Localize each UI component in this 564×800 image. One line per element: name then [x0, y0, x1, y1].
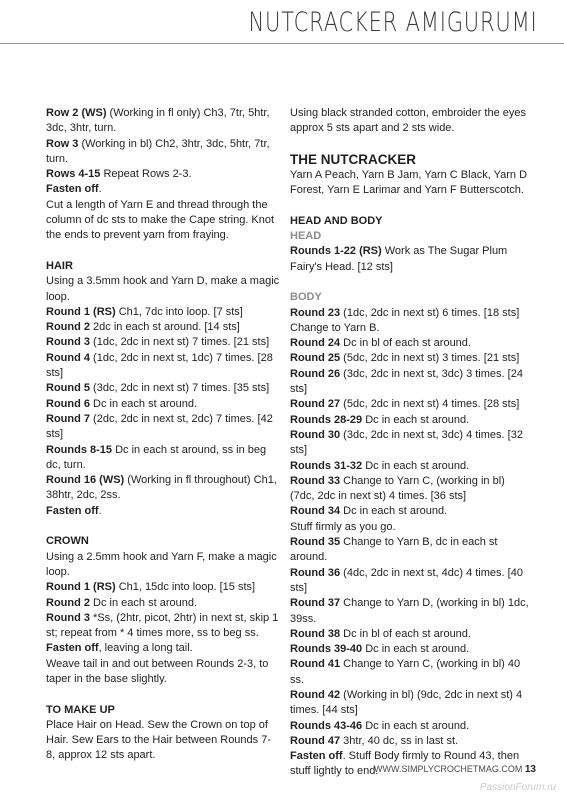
- instruction-text: .: [98, 504, 102, 517]
- instruction-label: Rounds 8-15: [46, 443, 113, 456]
- instruction-label: Round 16 (WS): [46, 474, 125, 487]
- instruction-text: Change to Yarn C, (working in bl) 40 ss.: [290, 658, 521, 686]
- instruction-label: Round 23: [290, 306, 341, 319]
- instruction-line: [46, 580, 280, 595]
- instruction-label: Round 34: [290, 505, 341, 518]
- page-header-title: NUTCRACKER AMIGURUMI: [248, 7, 538, 38]
- instruction-text: Dc in bl of each st around.: [340, 627, 471, 640]
- instruction-text: (Working in bl) (9dc, 2dc in next st) 4 times. [44 sts]: [290, 688, 523, 717]
- instruction-text: (3dc, 2dc in next st) 7 times. [35 sts]: [90, 382, 270, 395]
- instruction-line: [290, 734, 530, 749]
- instruction-text: (5dc, 2dc in next st) 4 times. [28 sts]: [340, 398, 520, 411]
- instruction-line: [290, 397, 530, 412]
- instruction-line: [46, 381, 280, 396]
- instruction-line: [290, 459, 530, 474]
- instruction-text: Dc in each st around.: [90, 596, 198, 609]
- instruction-text: Weave tail in and out between Rounds 2-3, to taper in the base slightly.: [46, 657, 269, 685]
- instruction-text: Using a 3.5mm hook and Yarn D, make a magic loop.: [46, 275, 280, 303]
- instruction-line: [46, 305, 280, 320]
- instruction-line: [290, 351, 530, 366]
- instruction-label: Round 6: [46, 397, 90, 410]
- instruction-label: Round 25: [290, 352, 341, 365]
- instruction-line: [290, 474, 530, 505]
- instruction-text: Dc in each st around.: [362, 719, 470, 732]
- instruction-line: [46, 473, 280, 504]
- instruction-line: [46, 596, 280, 611]
- instruction-text: (1dc, 2dc in next st) 7 times. [21 sts]: [90, 336, 270, 349]
- instruction-line: [290, 336, 530, 351]
- instruction-line: [290, 244, 530, 275]
- instruction-text: Change to Yarn D, (working in bl) 1dc, 39ss.: [290, 597, 529, 625]
- header-rule: [0, 43, 564, 44]
- footer-url: WWW.SIMPLYCROCHETMAG.COM: [374, 764, 523, 774]
- section-heading: TO MAKE UP: [46, 703, 115, 716]
- instruction-text: Change to Yarn B, dc in each st around.: [290, 536, 498, 564]
- instruction-line: [46, 412, 280, 443]
- instruction-line: [290, 688, 530, 719]
- instruction-line: [46, 320, 280, 335]
- instruction-text: Using a 2.5mm hook and Yarn F, make a magic loop.: [46, 550, 277, 578]
- instruction-label: Round 30: [290, 428, 341, 441]
- spacer: [290, 137, 530, 152]
- instruction-text: Change to Yarn C, (working in bl) (7dc, 2dc in next st) 4 times. [36 sts]: [290, 474, 505, 503]
- instruction-text: (1dc, 2dc in next st) 6 times. [18 sts] Change to Yarn B.: [290, 306, 520, 334]
- instruction-line: [46, 137, 280, 168]
- instruction-label: Round 7: [46, 412, 90, 425]
- instruction-line: [290, 504, 530, 519]
- instruction-text: (Working in fl throughout) Ch1, 38htr, 2dc, 2ss.: [46, 474, 277, 502]
- section-heading: HAIR: [46, 259, 73, 272]
- subsection-heading: BODY: [290, 291, 322, 304]
- instruction-text: 2dc in each st around. [14 sts]: [90, 321, 240, 334]
- instruction-label: Round 37: [290, 597, 341, 610]
- pattern-title: THE NUTCRACKER: [290, 151, 416, 167]
- watermark: PassionForum.ru: [479, 782, 556, 793]
- instruction-text: (Working in fl only) Ch3, 7tr, 5htr, 3dc, 3htr, turn.: [46, 107, 270, 135]
- instruction-label: Fasten off: [46, 504, 99, 517]
- section-heading: HEAD AND BODY: [290, 214, 383, 227]
- instruction-label: Round 2: [46, 596, 90, 609]
- instruction-line: [290, 596, 530, 627]
- instruction-line: [46, 106, 280, 137]
- instruction-line: [46, 397, 280, 412]
- instruction-text: , leaving a long tail.: [98, 642, 193, 655]
- instruction-text: . Stuff Body firmly to Round 43, then stuff lightly to end.: [290, 750, 520, 778]
- instruction-label: Round 35: [290, 536, 341, 549]
- spacer: [46, 687, 280, 702]
- instruction-label: Rounds 28-29: [290, 413, 363, 426]
- instruction-text: Stuff firmly as you go.: [290, 520, 396, 533]
- instruction-label: Round 1 (RS): [46, 581, 116, 594]
- instruction-label: Round 47: [290, 734, 341, 747]
- instruction-text: (4dc, 2dc in next st, 4dc) 4 times. [40 sts]: [290, 566, 523, 594]
- instruction-text: Yarn A Peach, Yarn B Jam, Yarn C Black, Yarn D Forest, Yarn E Larimar and Yarn F Butterscotch.: [290, 168, 528, 197]
- page-footer: [374, 764, 536, 775]
- instruction-line: [46, 504, 280, 519]
- instruction-line: [46, 335, 280, 350]
- instruction-text: *Ss, (2htr, picot, 2htr) in next st, skip 1 st; repeat from * 4 times more, ss to beg ss.: [46, 611, 279, 640]
- instruction-label: Fasten off: [46, 642, 99, 655]
- instruction-line: [46, 167, 280, 182]
- instruction-line: [290, 367, 530, 398]
- spacer: [290, 275, 530, 290]
- instruction-line: [46, 550, 280, 581]
- instruction-label: Round 33: [290, 474, 341, 487]
- instruction-line: [290, 306, 530, 337]
- instruction-line: [46, 718, 280, 764]
- instruction-line: [46, 351, 280, 382]
- instruction-label: Rounds 43-46: [290, 719, 363, 732]
- instruction-line: [46, 641, 280, 656]
- instruction-label: Round 3: [46, 611, 90, 624]
- instruction-label: Rows 4-15: [46, 168, 101, 181]
- instruction-text: Dc in each st around.: [362, 643, 470, 656]
- instruction-label: Round 4: [46, 351, 90, 364]
- spacer: [290, 198, 530, 213]
- instruction-line: [290, 520, 530, 535]
- instruction-text: Repeat Rows 2-3.: [100, 168, 192, 181]
- instruction-line: [290, 627, 530, 642]
- instruction-text: .: [98, 183, 102, 196]
- section-heading: CROWN: [46, 535, 89, 548]
- right-column: [290, 106, 530, 780]
- instruction-line: [290, 106, 530, 137]
- instruction-line: [290, 428, 530, 459]
- subsection-heading: HEAD: [290, 230, 322, 243]
- instruction-text: (5dc, 2dc in next st) 3 times. [21 sts]: [340, 352, 520, 365]
- instruction-label: Round 24: [290, 337, 341, 350]
- instruction-text: 3htr, 40 dc, ss in last st.: [340, 734, 459, 747]
- instruction-line: [290, 168, 530, 199]
- instruction-label: Row 2 (WS): [46, 107, 107, 119]
- instruction-label: Round 5: [46, 382, 90, 395]
- instruction-label: Round 26: [290, 367, 341, 380]
- instruction-text: Work as The Sugar Plum Fairy's Head. [12 sts]: [290, 245, 508, 273]
- instruction-label: Round 3: [46, 336, 90, 349]
- instruction-line: [46, 611, 280, 642]
- instruction-text: (2dc, 2dc in next st, 2dc) 7 times. [42 sts]: [46, 412, 273, 441]
- instruction-text: Dc in each st around, ss in beg dc, turn.: [46, 443, 267, 471]
- instruction-text: Using black stranded cotton, embroider the eyes approx 5 sts apart and 2 sts wide.: [290, 107, 527, 135]
- instruction-text: Dc in each st around.: [362, 459, 470, 472]
- instruction-line: [46, 657, 280, 688]
- instruction-line: [46, 198, 280, 244]
- spacer: [46, 519, 280, 534]
- instruction-line: [290, 657, 530, 688]
- instruction-text: Dc in bl of each st around.: [340, 337, 471, 350]
- instruction-label: Fasten off: [46, 183, 99, 196]
- instruction-line: [290, 413, 530, 428]
- instruction-line: [46, 182, 280, 197]
- instruction-text: Dc in each st around.: [340, 505, 448, 518]
- instruction-line: [290, 719, 530, 734]
- instruction-text: (Working in bl) Ch2, 3htr, 3dc, 5htr, 7tr, turn.: [46, 137, 270, 165]
- instruction-label: Round 2: [46, 321, 90, 334]
- instruction-label: Rounds 1-22 (RS): [290, 245, 382, 258]
- instruction-text: Place Hair on Head. Sew the Crown on top of Hair. Sew Ears to the Hair between Rounds 7-8, approx 12 sts apart.: [46, 718, 272, 762]
- instruction-line: [46, 274, 280, 305]
- instruction-label: Rounds 31-32: [290, 459, 363, 472]
- spacer: [46, 244, 280, 259]
- instruction-label: Fasten off: [290, 750, 343, 763]
- page-number: 13: [524, 764, 536, 775]
- instruction-text: Ch1, 15dc into loop. [15 sts]: [115, 581, 256, 594]
- instruction-label: Round 41: [290, 658, 341, 671]
- instruction-label: Row 3: [46, 137, 79, 150]
- instruction-label: Round 27: [290, 398, 341, 411]
- instruction-text: Dc in each st around.: [362, 413, 470, 426]
- instruction-text: Cut a length of Yarn E and thread through the column of dc sts to make the Cape string. Knot the ends to prevent yarn from fraying.: [46, 198, 275, 242]
- instruction-label: Round 1 (RS): [46, 305, 116, 318]
- instruction-text: (3dc, 2dc in next st, 3dc) 4 times. [32 sts]: [290, 428, 523, 457]
- instruction-label: Round 38: [290, 627, 341, 640]
- instruction-line: [46, 443, 280, 474]
- instruction-label: Rounds 39-40: [290, 643, 363, 656]
- instruction-text: Dc in each st around.: [90, 397, 198, 410]
- instruction-line: [290, 642, 530, 657]
- instruction-text: Ch1, 7dc into loop. [7 sts]: [115, 305, 243, 318]
- instruction-label: Round 42: [290, 688, 341, 701]
- instruction-line: [290, 535, 530, 566]
- instruction-text: (1dc, 2dc in next st, 1dc) 7 times. [28 sts]: [46, 351, 273, 380]
- instruction-line: [290, 566, 530, 597]
- instruction-label: Round 36: [290, 566, 341, 579]
- instruction-text: (3dc, 2dc in next st, 3dc) 3 times. [24 sts]: [290, 367, 523, 396]
- left-column: [46, 106, 280, 764]
